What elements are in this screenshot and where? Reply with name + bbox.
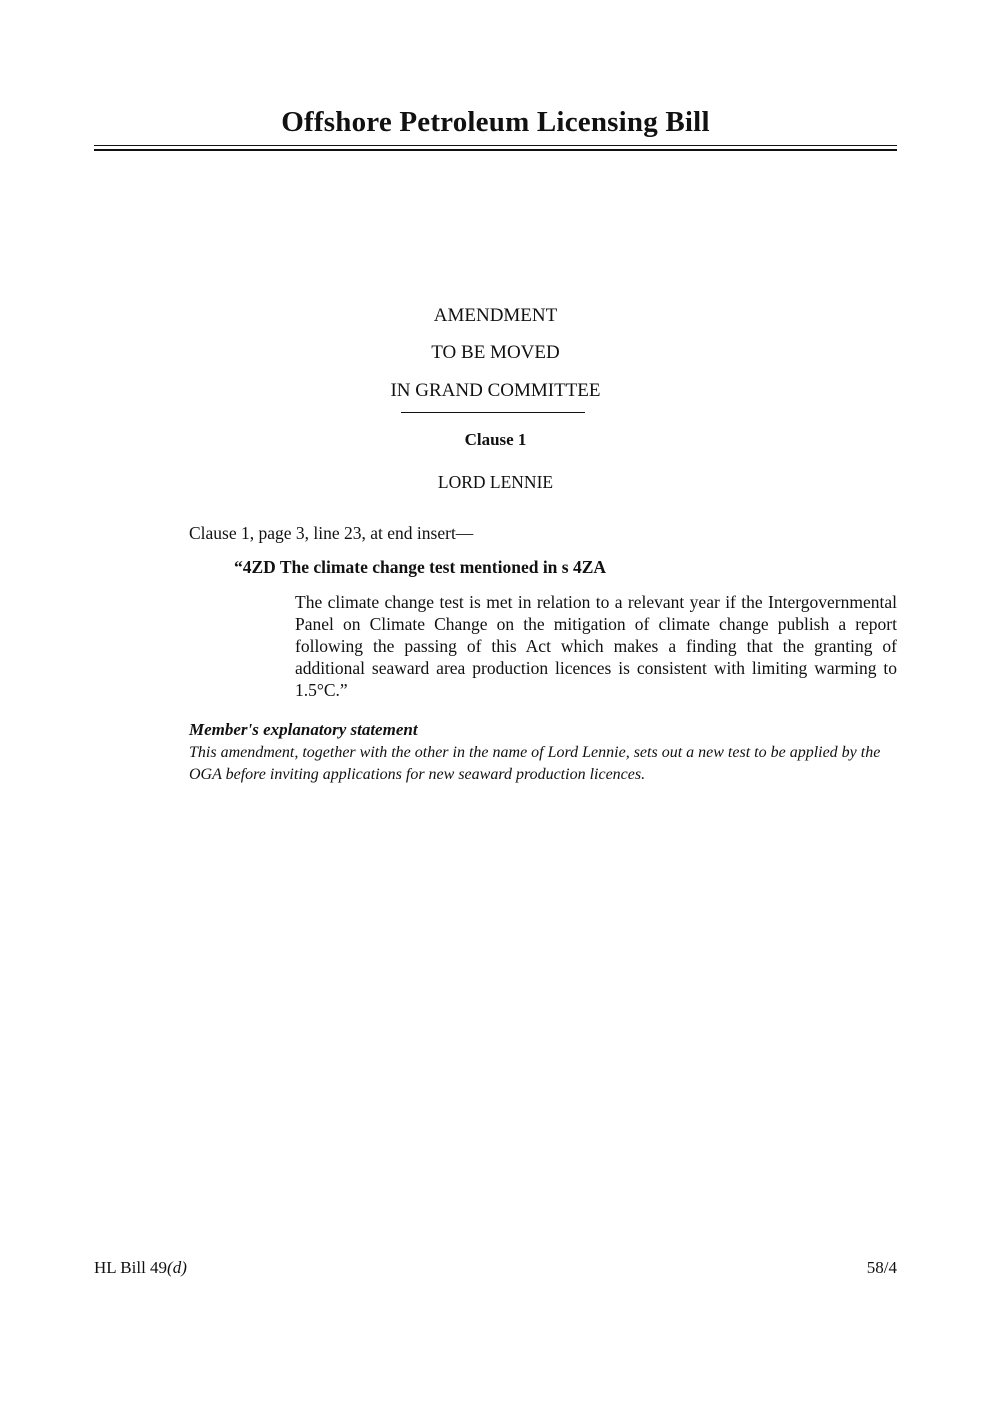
page-title: Offshore Petroleum Licensing Bill	[281, 106, 710, 138]
new-section-text: The climate change test is met in relation to a relevant year if the Intergovernmental Panel on Climate Change on the mitigation of climate change publish a report following the passing of this Act which makes a finding that the granting of additional seaward area production licences is consistent with limiting warming to 1.5°C.”	[295, 592, 897, 700]
amendment-label: AMENDMENT	[433, 305, 558, 326]
clause-heading: Clause 1	[464, 430, 527, 449]
committee-label: IN GRAND COMMITTEE	[390, 380, 601, 401]
member-name: LORD LENNIE	[437, 472, 554, 492]
section-divider	[401, 412, 585, 413]
new-section-heading: “4ZD The climate change test mentioned in s 4ZA	[234, 557, 607, 577]
explanatory-statement-text: This amendment, together with the other in the name of Lord Lennie, sets out a new test to be applied by the OGA before inviting applications for new seaward production licences.	[189, 744, 881, 783]
title-rule-thick	[94, 149, 897, 151]
amendment-instruction: Clause 1, page 3, line 23, at end insert—	[189, 523, 474, 543]
bill-reference	[94, 1258, 187, 1278]
bill-reference-main: HL Bill 49	[94, 1258, 168, 1277]
to-be-moved-label: TO BE MOVED	[431, 342, 560, 363]
bill-reference-suffix: (d)	[167, 1258, 187, 1277]
page-reference: 58/4	[866, 1258, 897, 1277]
explanatory-statement-heading: Member's explanatory statement	[189, 720, 418, 739]
title-rule-thin	[94, 145, 897, 146]
